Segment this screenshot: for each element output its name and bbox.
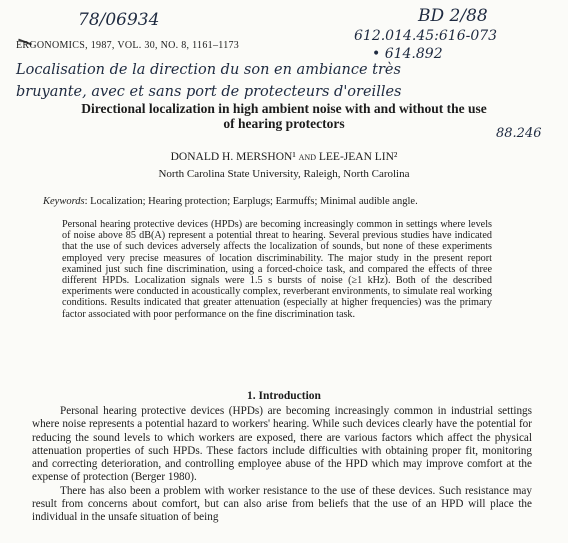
handwritten-translation-line-1: Localisation de la direction du son en ambiance très <box>16 62 401 78</box>
introduction-paragraph-1: Personal hearing protective devices (HPDs) are becoming increasingly common in industrial settings where noise represents a potential hazard to workers' hearing. While such devices clearly have the potential for reducing the sound levels to which workers are exposed, there are various factors which affect the physical attenuation properties of such HPDs. These factors include difficulties with obtaining proper fit, monitoring and correcting deterioration, and controlling employee abuse of the HPD which may improve comfort at the expense of protection (Berger 1980). <box>32 405 532 484</box>
paper-title <box>0 101 568 131</box>
keywords <box>43 196 523 207</box>
paper-title-line-1: Directional localization in high ambient noise with and without the use <box>81 101 487 116</box>
keywords-label: Keywords <box>43 196 85 207</box>
handwritten-shelf-mark: BD 2/88 <box>418 6 488 26</box>
keywords-list: : Localization; Hearing protection; Earplugs; Earmuffs; Minimal audible angle. <box>84 196 418 207</box>
handwritten-reference-number: 78/06934 <box>78 10 160 30</box>
handwritten-classification-code-2: • 614.892 <box>372 46 443 62</box>
paper-title-line-2: of hearing protectors <box>223 116 345 131</box>
section-heading-introduction: 1. Introduction <box>247 390 321 402</box>
authors: DONALD H. MERSHON¹ and LEE-JEAN LIN² <box>170 151 398 163</box>
handwritten-margin-note: 88.246 <box>496 126 542 141</box>
abstract: Personal hearing protective devices (HPDs) are becoming increasingly common in settings where levels of noise above 85 dB(A) represent a potential threat to hearing. Several previous studies have indicated that the use of such devices adversely affects the localization of sounds, but none of these experiments employed very precise measures of location discriminability. The major study in the present report examined just such fine discrimination, using a forced-choice task, and compared the effects of three different HPDs. Localization signals were 1.5 s bursts of noise (≥1 kHz). Both of the described experiments were conducted in acoustically complex, reverberant environments, to simulate real working conditions. Results indicated that greater attenuation (especially at higher frequencies) was the primary factor associated with poor performance on the fine discrimination task. <box>62 219 492 320</box>
affiliation: North Carolina State University, Raleigh, North Carolina <box>158 168 410 180</box>
introduction-paragraph-2: There has also been a problem with worker resistance to the use of these devices. Such resistance may result from concerns about comfort, but can also arise from beliefs that the use of an HPD will place the individual in the unsafe situation of being <box>32 484 532 524</box>
journal-citation: ERGONOMICS, 1987, VOL. 30, NO. 8, 1161–1173 <box>16 40 240 51</box>
handwritten-classification-code: 612.014.45:616-073 <box>354 28 498 44</box>
introduction-body <box>32 405 532 525</box>
handwritten-translation-line-2: bruyante, avec et sans port de protecteurs d'oreilles <box>16 84 402 100</box>
